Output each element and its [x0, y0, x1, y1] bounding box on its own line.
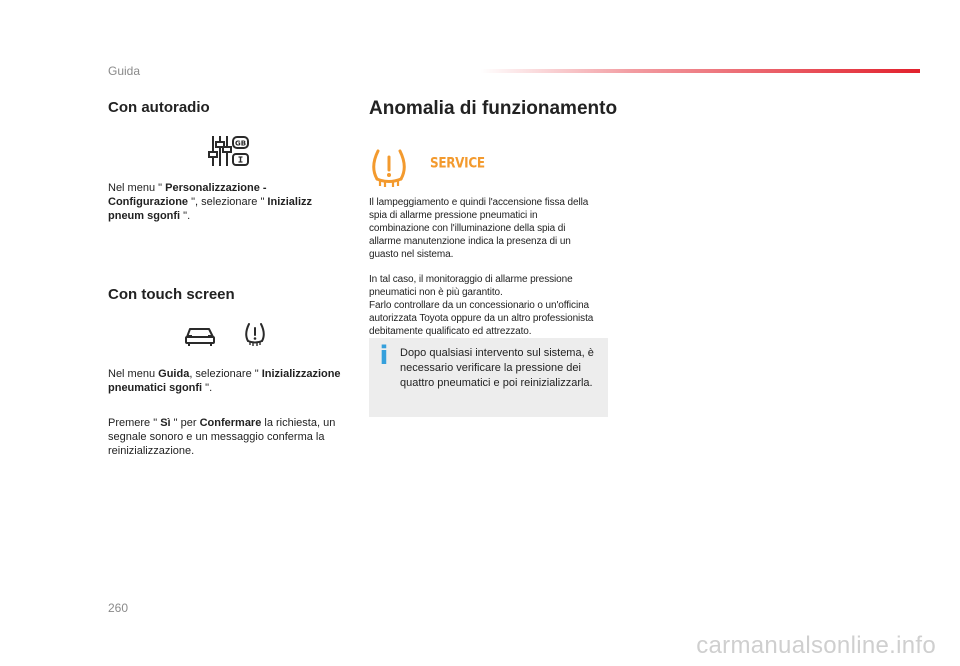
tire-pressure-warning-icon-orange	[369, 147, 409, 189]
touch-screen-title: Con touch screen	[108, 286, 235, 303]
info-note-text: Dopo qualsiasi intervento sul sistema, è necessario verificare la pressione dei quattro pneumatici e poi reinizializzarla.	[400, 347, 594, 389]
body-text: ".	[180, 210, 191, 222]
touch-instruction-1	[108, 367, 346, 395]
malfunction-para-1: Il lampeggiamento e quindi l'accensione fissa della spia di allarme pressione pneumatici in combinazione con l'illuminazione della spia di allarme manutenzione indica la presenza di un guasto nel sistema.	[369, 197, 589, 260]
emphasis-text: Personalizzazione - Configurazione	[108, 182, 267, 208]
emphasis-text: Inizializzazione pneumatici sgonfi	[108, 368, 341, 394]
emphasis-text: Sì	[160, 417, 171, 429]
settings-sliders-icon	[205, 134, 253, 168]
body-text: la richiesta, un segnale sonoro e un messaggio conferma la reinizializzazione.	[108, 417, 336, 457]
info-icon: i	[379, 341, 389, 371]
watermark: carmanualsonline.info	[696, 632, 936, 659]
emphasis-text: Confermare	[199, 417, 262, 429]
body-text: Nel menu "	[108, 182, 166, 194]
autoradio-title: Con autoradio	[108, 99, 210, 116]
body-text: " per	[170, 417, 200, 429]
car-outline-icon	[184, 323, 216, 347]
body-text: , selezionare "	[189, 368, 262, 380]
service-warning-icon: SERVICE	[430, 154, 485, 172]
autoradio-instruction	[108, 181, 336, 223]
malfunction-para-3: Farlo controllare da un concessionario o un'officina autorizzata Toyota oppure da un altro professionista debitamente qualificato ed attrezzato.	[369, 300, 594, 337]
header-section-label: Guida	[108, 64, 141, 78]
tire-pressure-warning-icon	[243, 321, 267, 347]
touch-instruction-2	[108, 416, 348, 458]
malfunction-para-2: In tal caso, il monitoraggio di allarme pressione pneumatici non è più garantito.	[369, 274, 573, 298]
page-number: 260	[108, 601, 129, 615]
body-text: Premere "	[108, 417, 161, 429]
body-text: ", selezionare "	[188, 196, 268, 208]
malfunction-title: Anomalia di funzionamento	[369, 98, 618, 119]
emphasis-text: Inizializz pneum sgonfi	[108, 196, 313, 222]
gb-badge-label: GB	[234, 139, 247, 148]
emphasis-text: Guida	[158, 368, 190, 380]
header-accent-bar	[480, 69, 920, 73]
body-text: Nel menu	[108, 368, 159, 380]
body-text: ".	[202, 382, 213, 394]
